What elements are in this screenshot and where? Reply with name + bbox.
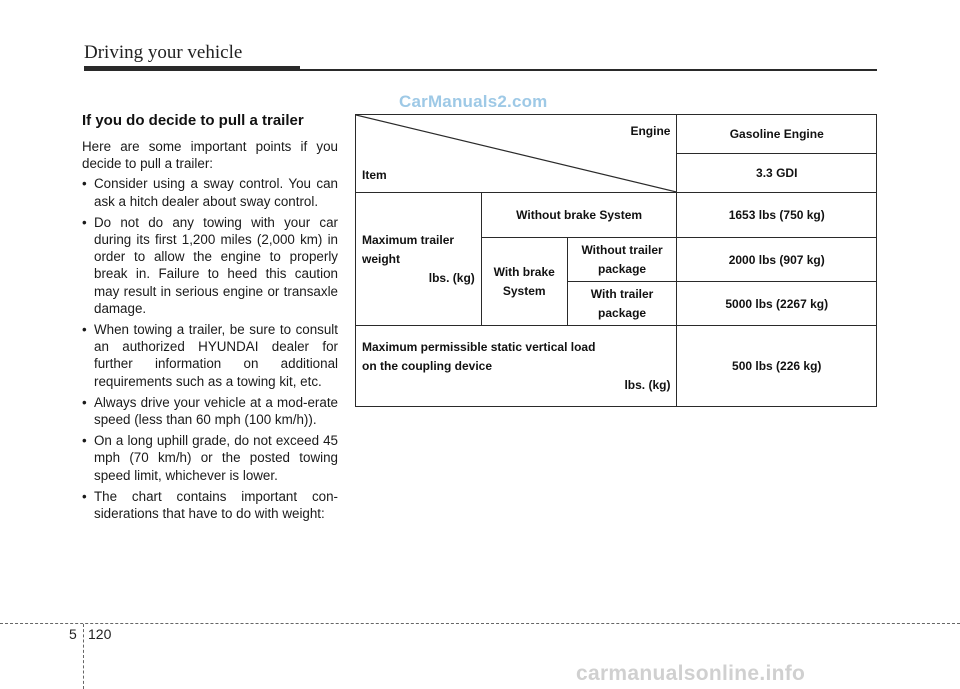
static-load-unit: lbs. (kg) xyxy=(624,377,671,392)
bullet-item: • When towing a trailer, be sure to consult an authorized HYUNDAI dealer for further information on additional requirements such as a towing kit, etc. xyxy=(82,322,338,389)
max-trailer-weight-line1: Maximum trailer xyxy=(362,232,455,247)
max-trailer-weight-line2: weight xyxy=(362,251,400,266)
bullet-text: When towing a trailer, be sure to consult an authorized HYUNDAI dealer for further information on additional requirements such as a towing kit, etc. xyxy=(94,322,338,389)
without-brake-label-cell: Without brake System xyxy=(481,193,677,238)
with-brake-cell xyxy=(481,238,567,326)
header-rule-thin xyxy=(300,69,877,71)
section-title: Driving your vehicle xyxy=(84,42,243,63)
bullet-text: On a long uphill grade, do not exceed 45 mph (70 km/h) or the posted towing speed limit, whichever is lower. xyxy=(94,433,338,483)
with-brake-line1: With brake xyxy=(493,264,555,279)
bullet-list xyxy=(82,175,338,522)
max-trailer-weight-cell xyxy=(356,193,482,326)
diagonal-divider xyxy=(356,115,676,192)
trailer-weight-table xyxy=(355,114,877,407)
bullet-item: • Consider using a sway control. You can ask a hitch dealer about sway control. xyxy=(82,176,338,209)
with-trailer-pkg-line2: package xyxy=(598,305,647,320)
bullet-text: Do not do any towing with your car during its first 1,200 miles (2,000 km) in order to allow the engine to properly break in. Failure to heed this caution may result in serious engine or transaxle damage. xyxy=(94,214,338,316)
table-corner-header xyxy=(356,115,677,193)
with-brake-line2: System xyxy=(502,283,546,298)
without-trailer-pkg-line1: Without trailer xyxy=(581,242,663,257)
with-trailer-pkg-value-cell: 5000 lbs (2267 kg) xyxy=(677,282,877,326)
without-trailer-pkg-value-cell: 2000 lbs (907 kg) xyxy=(677,238,877,282)
with-trailer-pkg-cell xyxy=(567,282,677,326)
without-brake-value-cell: 1653 lbs (750 kg) xyxy=(677,193,877,238)
engine-header-label: Engine xyxy=(630,124,671,138)
bullet-item: • Always drive your vehicle at a mod-erate speed (less than 60 mph (100 km/h)). xyxy=(82,394,338,428)
bullet-text: Consider using a sway control. You can ask a hitch dealer about sway control. xyxy=(94,176,338,209)
engine-model-cell: 3.3 GDI xyxy=(677,154,877,193)
left-column xyxy=(82,112,338,526)
intro-paragraph: Here are some important points if you decide to pull a trailer: xyxy=(82,139,338,172)
max-trailer-weight-unit: lbs. (kg) xyxy=(428,270,475,285)
bullet-item: • The chart contains important con-siderations that have to do with weight: xyxy=(82,488,338,522)
header-rule-thick xyxy=(84,66,300,71)
page-number: 120 xyxy=(88,626,112,642)
static-load-cell xyxy=(356,326,677,407)
bullet-item: • On a long uphill grade, do not exceed 45 mph (70 km/h) or the posted towing speed limit, whichever is lower. xyxy=(82,433,338,483)
footer-vertical-divider xyxy=(83,624,84,689)
subsection-heading: If you do decide to pull a trailer xyxy=(82,112,304,129)
item-header-label: Item xyxy=(362,168,387,182)
static-load-line1: Maximum permissible static vertical load xyxy=(362,339,596,354)
with-trailer-pkg-line1: With trailer xyxy=(590,286,654,301)
static-load-line2: on the coupling device xyxy=(362,358,493,373)
bullet-text: The chart contains important con-siderations that have to do with weight: xyxy=(94,488,338,522)
without-trailer-pkg-cell xyxy=(567,238,677,282)
engine-type-cell: Gasoline Engine xyxy=(677,115,877,154)
watermark-top: CarManuals2.com xyxy=(399,92,548,111)
footer-divider xyxy=(0,623,960,624)
bullet-text: Always drive your vehicle at a mod-erate speed (less than 60 mph (100 km/h)). xyxy=(94,394,338,428)
watermark-bottom: carmanualsonline.info xyxy=(576,662,806,685)
bullet-item: • Do not do any towing with your car during its first 1,200 miles (2,000 km) in order to allow the engine to properly break in. Failure to heed this caution may result in serious engine or transaxle damage. xyxy=(82,214,338,316)
without-trailer-pkg-line2: package xyxy=(598,261,647,276)
chapter-number: 5 xyxy=(69,626,77,642)
static-load-value-cell: 500 lbs (226 kg) xyxy=(677,326,877,407)
